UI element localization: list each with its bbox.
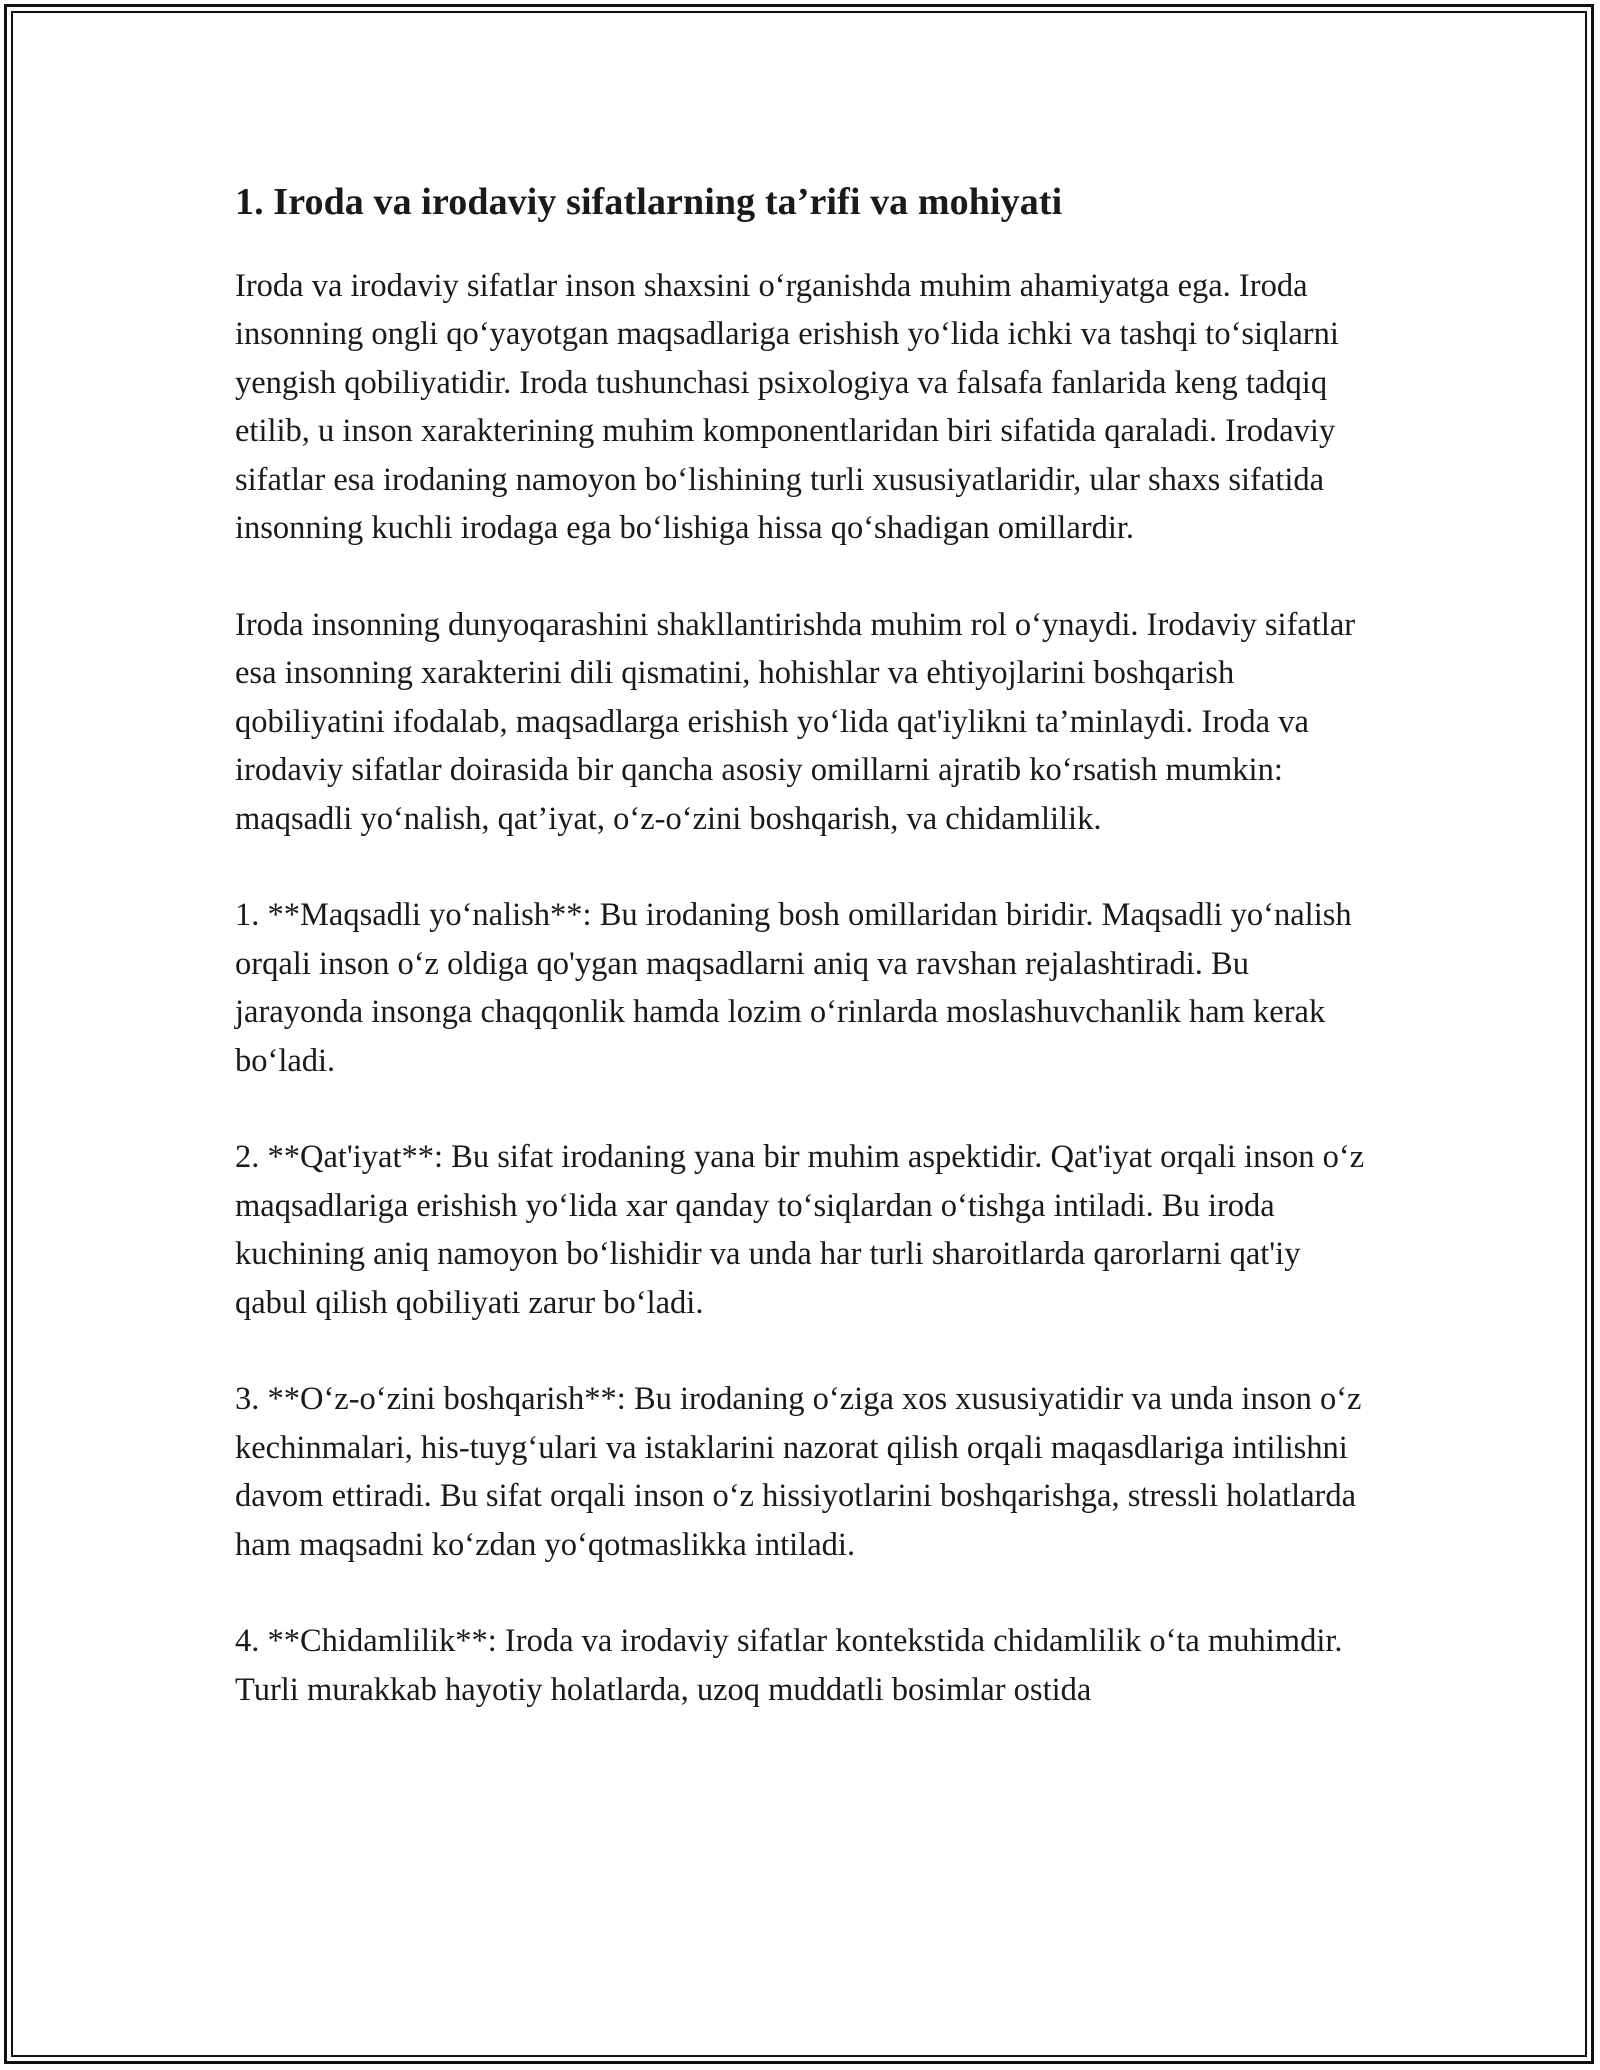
list-item-purposeful-direction: 1. **Maqsadli yo‘nalish**: Bu irodaning bosh omillaridan biridir. Maqsadli yo‘nalish orqali inson o‘z oldiga qo'ygan maqsadlarni aniq va ravshan rejalashtiradi. Bu jarayonda insonga chaqqonlik hamda lozim o‘rinlarda moslashuvchanlik ham kerak bo‘ladi. — [235, 897, 1352, 1079]
paragraph-intro: Iroda va irodaviy sifatlar inson shaxsini o‘rganishda muhim ahamiyatga ega. Iroda insonning ongli qo‘yayotgan maqsadlariga erishish yo‘lida ichki va tashqi to‘siqlarni yengish qobiliyatidir. Iroda tushunchasi psixologiya va falsafa fanlarida keng tadqiq etilib, u inson xarakterining muhim komponentlaridan biri sifatida qaraladi. Irodaviy sifatlar esa irodaning namoyon bo‘lishining turli xususiyatlaridir, ular shaxs sifatida insonning kuchli irodaga ega bo‘lishiga hissa qo‘shadigan omillardir. — [235, 267, 1339, 547]
paragraph-overview: Iroda insonning dunyoqarashini shakllantirishda muhim rol o‘ynaydi. Irodaviy sifatlar esa insonning xarakterini dili qismatini, hohishlar va ehtiyojlarini boshqarish qobiliyatini ifodalab, maqsadlarga erishish yo‘lida qat'iylikni ta’minlaydi. Iroda va irodaviy sifatlar doirasida bir qancha asosiy omillarni ajratib ko‘rsatish mumkin: maqsadli yo‘nalish, qat’iyat, o‘z-o‘zini boshqarish, va chidamlilik. — [235, 606, 1356, 837]
document-body — [235, 180, 1370, 1714]
section-heading: 1. Iroda va irodaviy sifatlarning ta’rifi va mohiyati — [235, 181, 1063, 223]
list-item-self-control: 3. **O‘z-o‘zini boshqarish**: Bu irodaning o‘ziga xos xususiyatidir va unda inson o‘z kechinmalari, his-tuyg‘ulari va istaklarini nazorat qilish orqali maqasdlariga intilishni davom ettiradi. Bu sifat orqali inson o‘z hissiyotlarini boshqarishga, stressli holatlarda ham maqsadni ko‘zdan yo‘qotmaslikka intiladi. — [235, 1381, 1362, 1563]
list-item-endurance: 4. **Chidamlilik**: Iroda va irodaviy sifatlar kontekstida chidamlilik o‘ta muhimdir. Turli murakkab hayotiy holatlarda, uzoq muddatli bosimlar ostida — [235, 1623, 1343, 1708]
list-item-determination: 2. **Qat'iyat**: Bu sifat irodaning yana bir muhim aspektidir. Qat'iyat orqali inson o‘z maqsadlariga erishish yo‘lida xar qanday to‘siqlardan o‘tishga intiladi. Bu iroda kuchining aniq namoyon bo‘lishidir va unda har turli sharoitlarda qarorlarni qat'iy qabul qilish qobiliyati zarur bo‘ladi. — [235, 1139, 1365, 1321]
